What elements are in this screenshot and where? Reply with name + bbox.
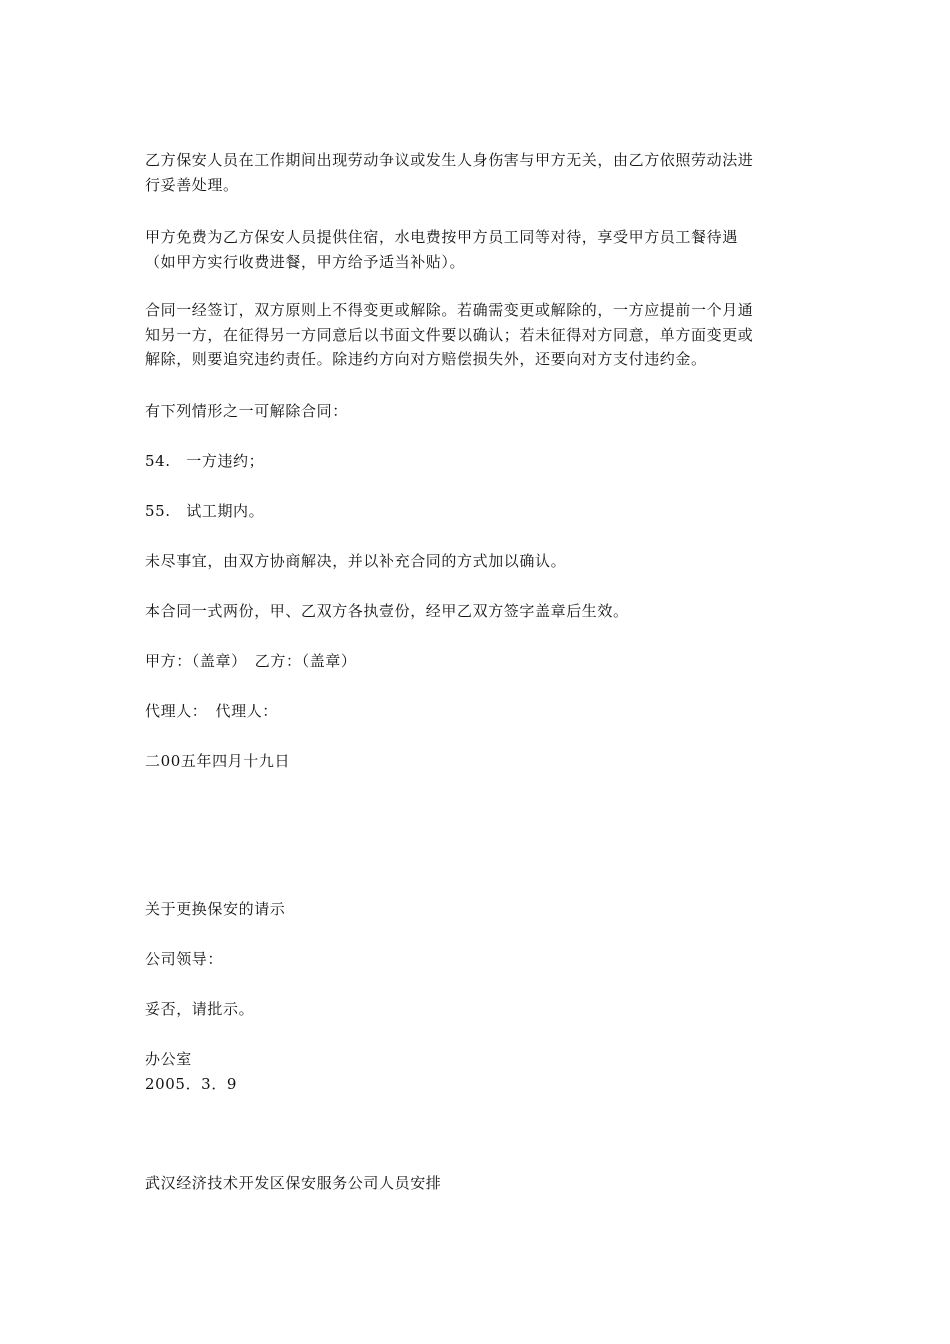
text-line: 行妥善处理。 (145, 175, 239, 194)
paragraph-copies (145, 599, 810, 624)
text-line: 知另一方，在征得另一方同意后以书面文件要以确认；若未征得对方同意，单方面变更或 (145, 325, 754, 344)
text-line: 关于更换保安的请示 (145, 900, 286, 918)
signature-agents (145, 699, 810, 724)
text-line: 代理人： 代理人： (145, 702, 278, 720)
text-line: 公司领导： (145, 950, 224, 968)
text-line: 妥否，请批示。 (145, 1000, 255, 1018)
text-line: 2005．3．9 (145, 1074, 238, 1093)
text-line: （如甲方实行收费进餐，甲方给予适当补贴）。 (145, 252, 466, 271)
request-closing (145, 997, 810, 1022)
paragraph-unresolved-matters (145, 549, 810, 574)
text-line: 未尽事宜，由双方协商解决，并以补充合同的方式加以确认。 (145, 552, 567, 570)
list-item-54 (145, 449, 810, 474)
text-line: 55. 试工期内。 (145, 502, 265, 520)
text-line: 甲方免费为乙方保安人员提供住宿，水电费按甲方员工同等对待，享受甲方员工餐待遇 (145, 228, 738, 246)
list-item-55 (145, 499, 810, 524)
text-line: 办公室 (145, 1050, 192, 1068)
request-salutation (145, 947, 810, 972)
contract-date (145, 749, 810, 774)
text-line: 武汉经济技术开发区保安服务公司人员安排 (145, 1174, 442, 1192)
request-sender (145, 1047, 810, 1096)
text-line: 乙方保安人员在工作期间出现劳动争议或发生人身伤害与甲方无关，由乙方依照劳动法进 (145, 151, 754, 169)
signature-parties (145, 649, 810, 674)
text-line: 54. 一方违约； (145, 452, 265, 470)
text-line: 甲方：（盖章） 乙方：（盖章） (145, 652, 357, 670)
text-line: 合同一经签订，双方原则上不得变更或解除。若确需变更或解除的，一方应提前一个月通 (145, 301, 754, 319)
text-line: 解除，则要追究违约责任。除违约方向对方赔偿损失外，还要向对方支付违约金。 (145, 350, 707, 368)
paragraph-labor-dispute (145, 148, 810, 197)
request-title (145, 897, 810, 922)
text-line: 本合同一式两份，甲、乙双方各执壹份，经甲乙双方签字盖章后生效。 (145, 602, 629, 620)
paragraph-contract-change (145, 298, 810, 372)
paragraph-accommodation (145, 225, 810, 274)
section-title-staff-arrangement (145, 1171, 810, 1196)
paragraph-termination-intro (145, 399, 810, 424)
text-line: 有下列情形之一可解除合同： (145, 402, 348, 420)
text-line: 二00五年四月十九日 (145, 752, 291, 770)
